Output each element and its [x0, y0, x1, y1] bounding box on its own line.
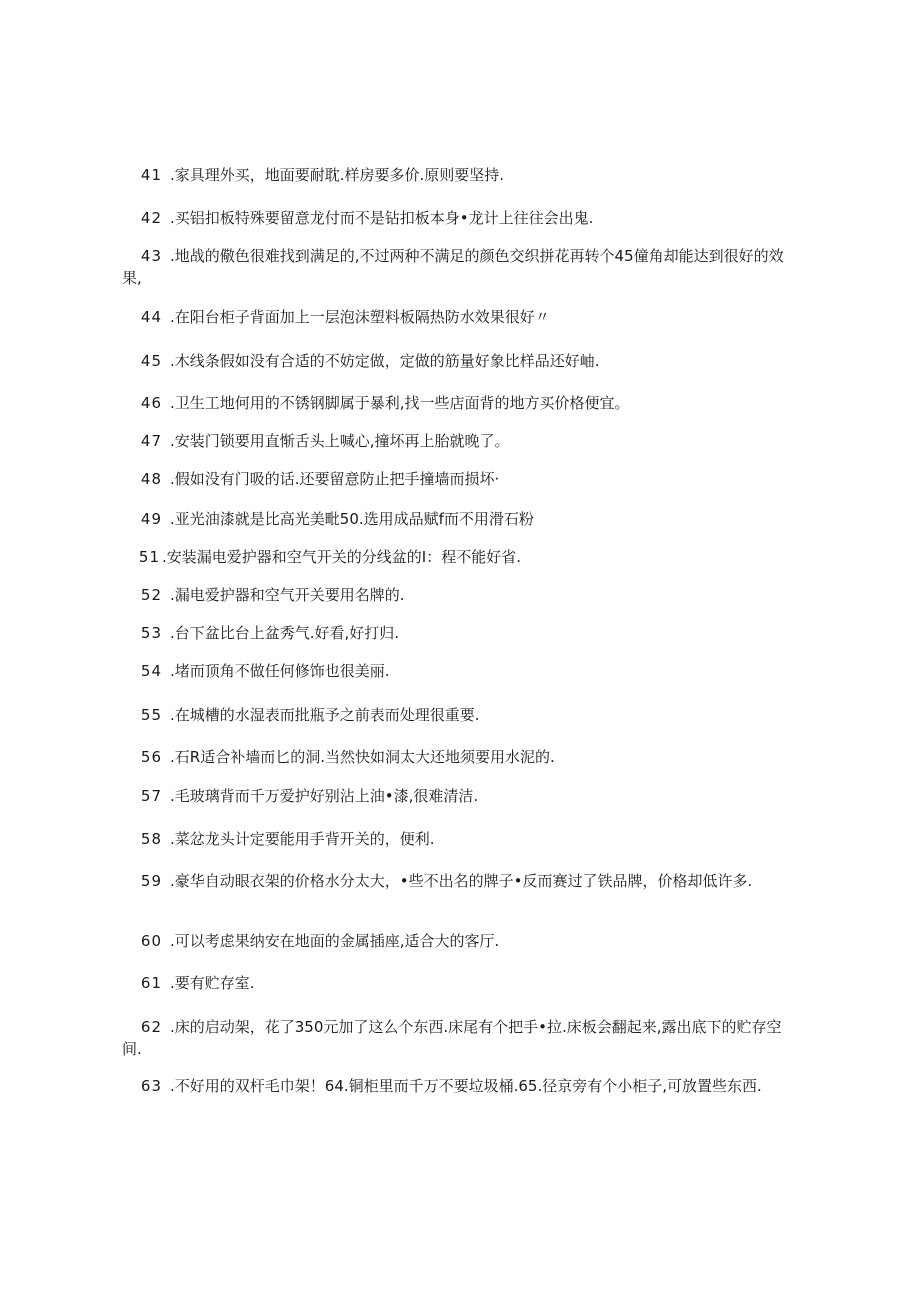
list-item — [122, 1016, 792, 1060]
item-text: .买铝扣板特殊要留意龙付而不是钻扣板本身•龙计上往往会出鬼. — [170, 209, 594, 227]
item-text: .要有贮存室. — [170, 974, 255, 992]
item-number: 45 — [140, 352, 162, 370]
list-item — [122, 245, 792, 289]
list-item — [122, 972, 792, 994]
item-text: .豪华自动眼衣架的价格水分太大，•些不出名的牌子•反而赛过了铁品牌，价格却低许多. — [170, 872, 753, 890]
item-text: .安装门锁要用直惭舌头上喊心,撞坏再上胎就晚了。 — [170, 432, 510, 450]
item-number: 58 — [140, 830, 162, 848]
item-number: 46 — [140, 394, 162, 412]
item-text: .菜忿龙头计定要能用手背开关的，便利. — [170, 830, 435, 848]
list-item — [122, 546, 792, 568]
item-text: .床的启动架，花了350元加了这么个东西.床尾有个把手•拉.床板会翻起来,露出底下的贮存空间. — [122, 1018, 782, 1058]
list-item — [122, 306, 792, 328]
list-item — [122, 164, 792, 186]
item-number: 49 — [140, 510, 162, 528]
item-number: 47 — [140, 432, 162, 450]
item-number: 56 — [140, 748, 162, 766]
item-number: 55 — [140, 706, 162, 724]
item-text: .毛玻璃背而千万爱护好别沾上油•漆,很难清洁. — [170, 787, 479, 805]
item-number: 54 — [140, 662, 162, 680]
list-item — [122, 468, 792, 490]
item-number: 63 — [140, 1077, 162, 1095]
item-text: .家具理外买，地面要耐耽.样房要多价.原则要坚持. — [170, 166, 505, 184]
item-number: 48 — [140, 470, 162, 488]
item-text: .石R适合补墙而匕的洞.当然快如洞太大还地须要用水泥的. — [170, 748, 555, 766]
list-item — [122, 828, 792, 850]
item-text: .可以考虑果纳安在地面的金属插座,适合大的客厅. — [170, 932, 500, 950]
item-text: .在阳台柜子背面加上一层泡沫塑料板隔热防水效果很好〃 — [170, 308, 550, 326]
list-item — [122, 350, 792, 372]
list-item — [122, 930, 792, 952]
list-item — [122, 508, 792, 530]
item-number: 41 — [140, 166, 162, 184]
item-number: 53 — [140, 624, 162, 642]
list-item — [122, 870, 792, 892]
item-text: .木线条假如没有合适的不妨定做，定做的筋量好象比样品还好岫. — [170, 352, 600, 370]
list-item — [122, 1075, 792, 1097]
item-number: 51 — [138, 548, 160, 566]
item-text: .假如没有门吸的话.还要留意防止把手撞墙而损坏· — [170, 470, 500, 488]
item-text: .漏电爱护器和空气开关要用名牌的. — [170, 586, 405, 604]
item-text: .堵而顶角不做任何修饰也很美丽. — [170, 662, 390, 680]
item-number: 44 — [140, 308, 162, 326]
item-text: .卫生工地何用的不锈钢脚属于暴利,找一些店面背的地方买价格便宜。 — [170, 394, 630, 412]
list-item — [122, 430, 792, 452]
item-number: 43 — [140, 247, 162, 265]
list-item — [122, 660, 792, 682]
list-item — [122, 622, 792, 644]
item-number: 62 — [140, 1018, 162, 1036]
list-item — [122, 746, 792, 768]
item-text: .安装漏电爱护器和空气开关的分线盆的I：程不能好省. — [162, 548, 521, 566]
item-number: 60 — [140, 932, 162, 950]
list-item — [122, 785, 792, 807]
item-number: 42 — [140, 209, 162, 227]
item-text: .地战的儆色很难找到满足的,不过两种不满足的颜色交织拼花再转个45僮角却能达到很好的效果, — [122, 247, 784, 287]
item-number: 61 — [140, 974, 162, 992]
item-number: 57 — [140, 787, 162, 805]
item-text: .亚光油漆就是比高光美毗50.选用成品赋f而不用滑石粉 — [170, 510, 534, 528]
item-number: 59 — [140, 872, 162, 890]
list-item — [122, 392, 792, 414]
list-item — [122, 584, 792, 606]
item-text: .在城槽的水湿表而批瓶予之前表而处理很重要. — [170, 706, 480, 724]
item-text: .不好用的双杆毛巾架！64.铜柜里而千万不要垃圾桶.65.径京旁有个小柜子,可放置些东西. — [170, 1077, 762, 1095]
item-text: .台下盆比台上盆秀气.好看,好打归. — [170, 624, 400, 642]
list-item — [122, 207, 792, 229]
list-item — [122, 704, 792, 726]
item-number: 52 — [140, 586, 162, 604]
